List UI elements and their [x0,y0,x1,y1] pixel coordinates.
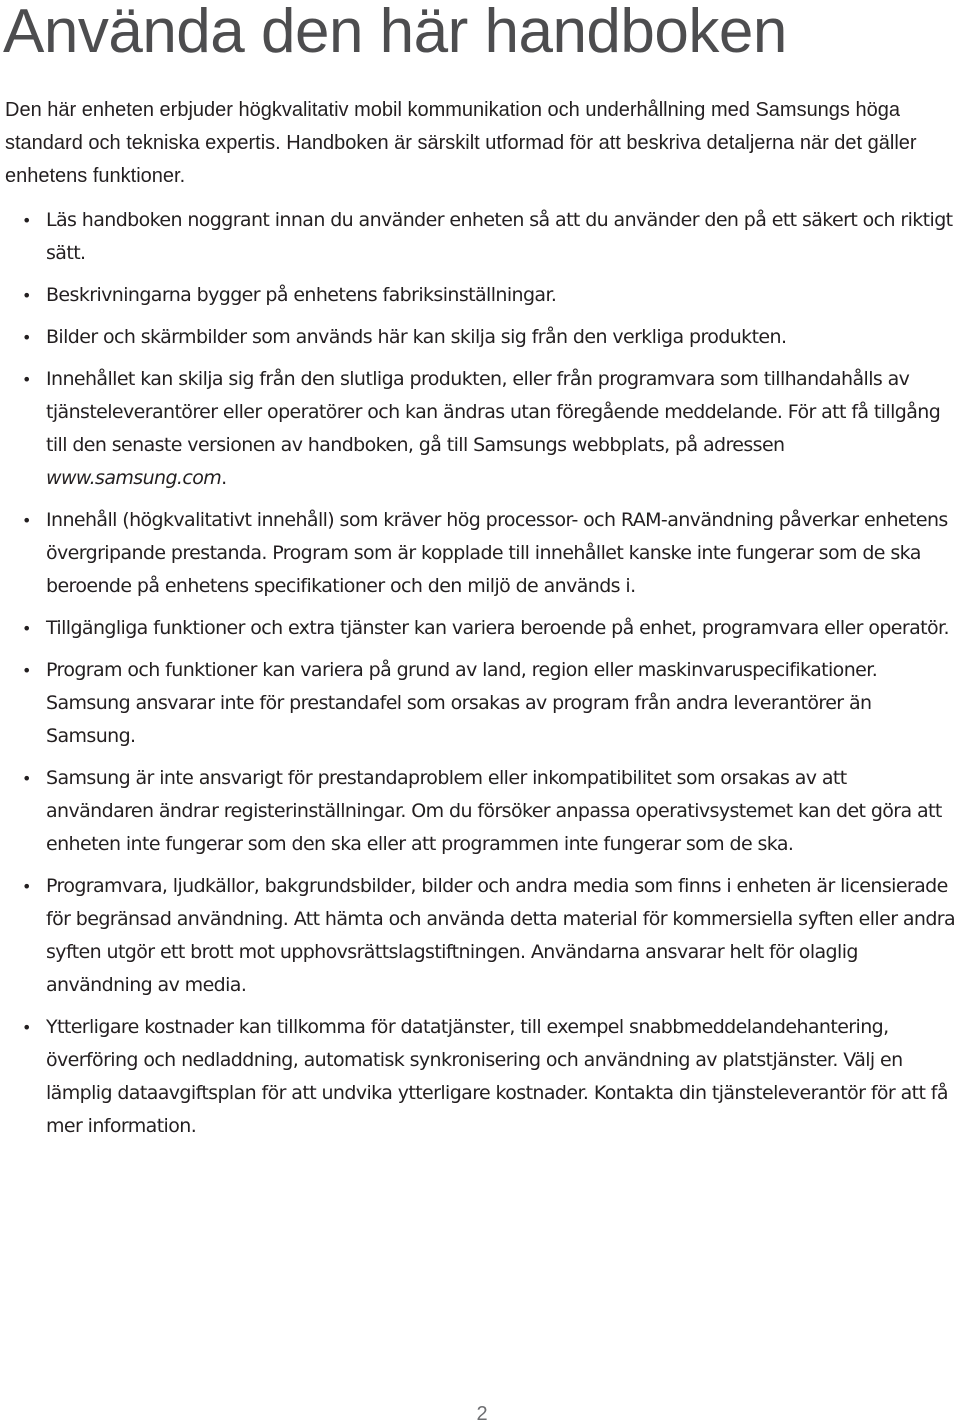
list-item [0,321,960,354]
bullet-icon: • [22,1018,31,1037]
bullet-icon: • [22,619,31,638]
list-item [0,612,960,645]
bullet-icon: • [22,328,31,347]
samsung-website-link[interactable]: www.samsung.com [46,467,222,489]
list-item [0,204,960,270]
list-item [0,363,960,495]
list-item-text: Ytterligare kostnader kan tillkomma för datatjänster, till exempel snabbmeddelandehantering, överföring och nedladdning, automatisk synkronisering och användning av platstjänster. Välj en lämplig dataavgiftsplan för att undvika ytterligare kostnader. Kontakta din tjänsteleverantör för att få mer information. [46,1016,948,1137]
list-item-text: Samsung är inte ansvarigt för prestandaproblem eller inkompatibilitet som orsakas av att användaren ändrar registerinställningar. Om du försöker anpassa operativsystemet kan det göra att enheten inte fungerar som den ska eller att programmen inte fungerar som de ska. [46,767,942,855]
list-item-text: Läs handboken noggrant innan du använder enheten så att du använder den på ett säkert och riktigt sätt. [46,209,953,264]
list-item [0,1011,960,1143]
bullet-icon: • [22,370,31,389]
page-number: 2 [476,1403,488,1425]
list-item [0,654,960,753]
list-item [0,762,960,861]
list-item-text: Tillgängliga funktioner och extra tjänster kan variera beroende på enhet, programvara eller operatör. [46,617,949,639]
list-item-text: Innehåll (högkvalitativt innehåll) som kräver hög processor- och RAM-användning påverkar enhetens övergripande prestanda. Program som är kopplade till innehållet kanske inte fungerar som de ska beroende på enhetens specifikationer och den miljö de används i. [46,509,948,597]
list-item [0,279,960,312]
list-item [0,504,960,603]
intro-paragraph: Den här enheten erbjuder högkvalitativ mobil kommunikation och underhållning med Samsungs höga standard och tekniska expertis. Handboken är särskilt utformad för att beskriva detaljerna när det gäller enhetens funktioner. [5,99,917,187]
bullet-icon: • [22,661,31,680]
bullet-icon: • [22,877,31,896]
bullet-list [0,204,960,1152]
list-item-text: Programvara, ljudkällor, bakgrundsbilder, bilder och andra media som finns i enheten är licensierade för begränsad användning. Att hämta och använda detta material för kommersiella syften eller andra syften utgör ett brott mot upphovsrättslagstiftningen. Användarna ansvarar helt för olaglig användning av media. [46,875,956,996]
bullet-icon: • [22,286,31,305]
list-item-text: Beskrivningarna bygger på enhetens fabriksinställningar. [46,284,557,306]
list-item [0,870,960,1002]
bullet-icon: • [22,211,31,230]
bullet-icon: • [22,769,31,788]
list-item-text: Innehållet kan skilja sig från den slutliga produkten, eller från programvara som tillhandahålls av tjänsteleverantörer eller operatörer och kan ändras utan föregående meddelande. För att få tillgång till den senaste versionen av handboken, gå till Samsungs webbplats, på adressen [46,368,941,456]
list-item-text-end: . [221,467,227,489]
page-title: Använda den här handboken [3,0,787,66]
bullet-icon: • [22,511,31,530]
list-item-text: Program och funktioner kan variera på grund av land, region eller maskinvaruspecifikationer. Samsung ansvarar inte för prestandafel som orsakas av program från andra leverantörer än Samsung. [46,659,878,747]
list-item-text: Bilder och skärmbilder som används här kan skilja sig från den verkliga produkten. [46,326,787,348]
